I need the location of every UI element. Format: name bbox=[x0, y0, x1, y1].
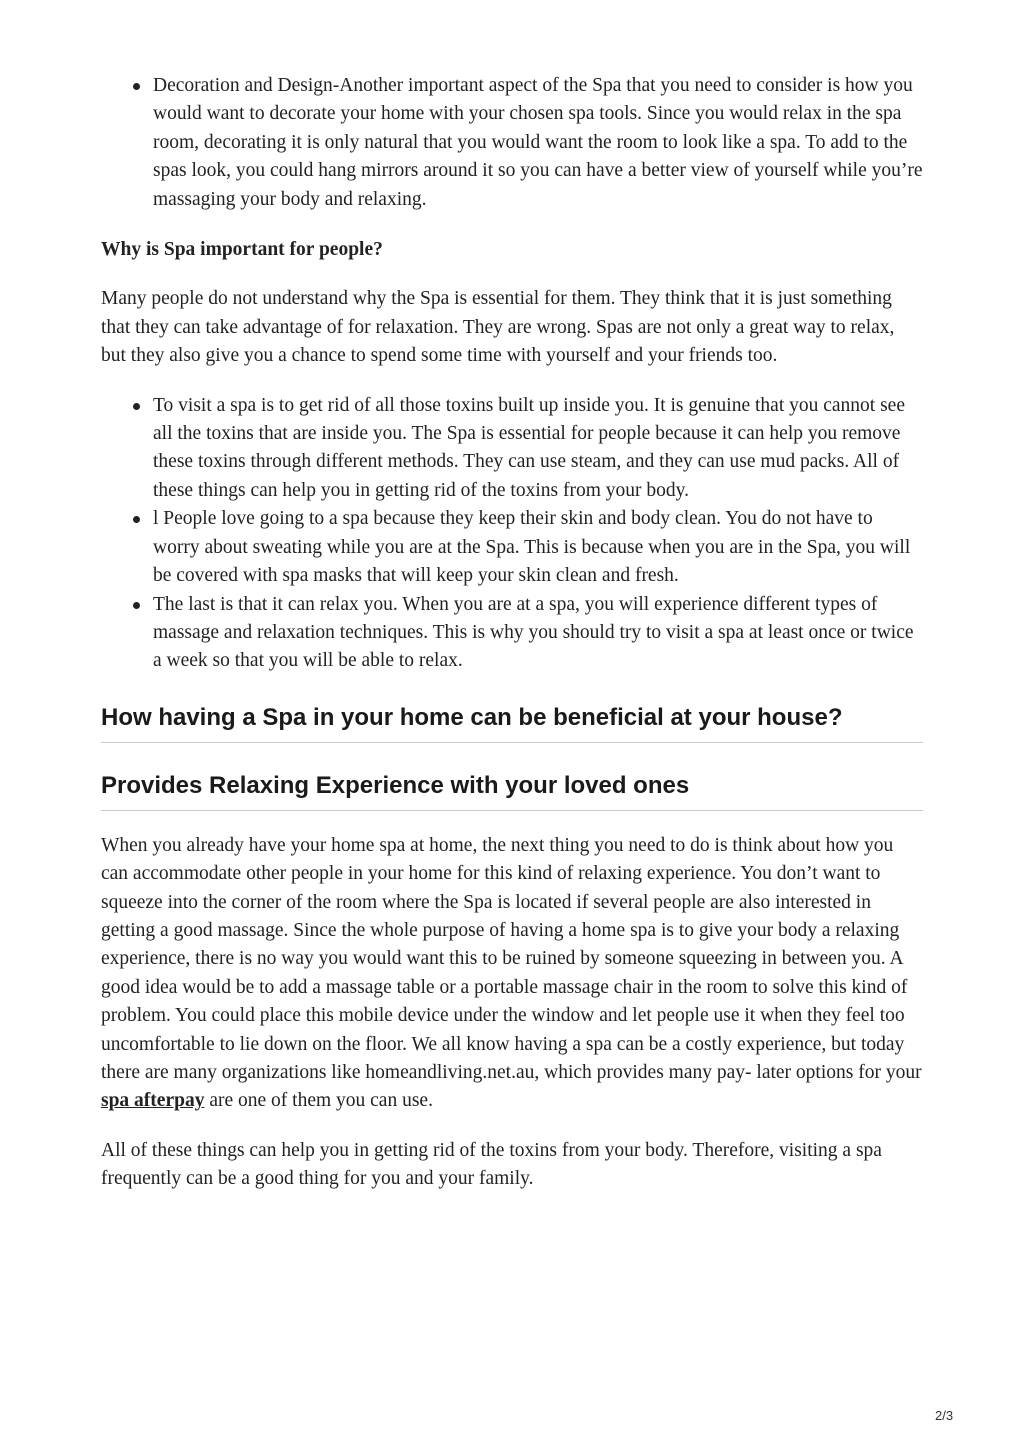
list-item: l People love going to a spa because they keep their skin and body clean. You do not have to worry about sweating while you are at the Spa. This is because when you are in the Spa, you will be covered with spa masks that will keep your skin clean and fresh. bbox=[153, 505, 923, 590]
paragraph-conclusion: All of these things can help you in getting rid of the toxins from your body. Therefore, visiting a spa frequently can be a good thing for you and your family. bbox=[101, 1139, 882, 1190]
document-page bbox=[101, 72, 923, 1194]
list-item: The last is that it can relax you. When you are at a spa, you will experience different types of massage and relaxation techniques. This is why you should try to visit a spa at least once or twice a week so that you will be able to relax. bbox=[153, 591, 923, 676]
list-item: Decoration and Design-Another important aspect of the Spa that you need to consider is how you would want to decorate your home with your chosen spa tools. Since you would relax in the spa room, decorating it is only natural that you would want the room to look like a spa. To add to the spas look, you could hang mirrors around it so you can have a better view of yourself while you’re massaging your body and relaxing. bbox=[153, 72, 923, 214]
paragraph-why-spa: Many people do not understand why the Spa is essential for them. They think that it is just something that they can take advantage of for relaxation. They are wrong. Spas are not only a great way to relax, but they also give you a chance to spend some time with yourself and your friends too. bbox=[101, 288, 895, 367]
page-number: 2/3 bbox=[935, 1408, 954, 1423]
section-subheading: Why is Spa important for people? bbox=[101, 239, 383, 261]
section-heading-home-spa: How having a Spa in your home can be beneficial at your house? bbox=[101, 703, 923, 743]
paragraph-relaxing-experience bbox=[101, 832, 923, 1116]
paragraph-text: are one of them you can use. bbox=[204, 1090, 433, 1112]
decoration-list bbox=[101, 72, 923, 214]
list-item: To visit a spa is to get rid of all those toxins built up inside you. It is genuine that you cannot see all the toxins that are inside you. The Spa is essential for people because it can help you remove these toxins through different methods. They can use steam, and they can use mud packs. All of these things can help you in getting rid of the toxins from your body. bbox=[153, 392, 923, 506]
spa-afterpay-link[interactable]: spa afterpay bbox=[101, 1090, 205, 1112]
benefits-list bbox=[101, 392, 923, 676]
section-heading-relaxing-experience: Provides Relaxing Experience with your loved ones bbox=[101, 771, 923, 811]
paragraph-text: When you already have your home spa at home, the next thing you need to do is think about how you can accommodate other people in your home for this kind of relaxing experience. You don’t want to squeeze into the corner of the room where the Spa is located if several people are also interested in getting a good massage. Since the whole purpose of having a home spa is to give your body a relaxing experience, there is no way you would want this to be ruined by someone squeezing in between you. A good idea would be to add a massage table or a portable massage chair in the room to solve this kind of problem. You could place this mobile device under the window and let people use it when they feel too uncomfortable to lie down on the floor. We all know having a spa can be a costly experience, but today there are many organizations like homeandliving.net.au, which provides many pay- later options for your bbox=[101, 834, 922, 1083]
